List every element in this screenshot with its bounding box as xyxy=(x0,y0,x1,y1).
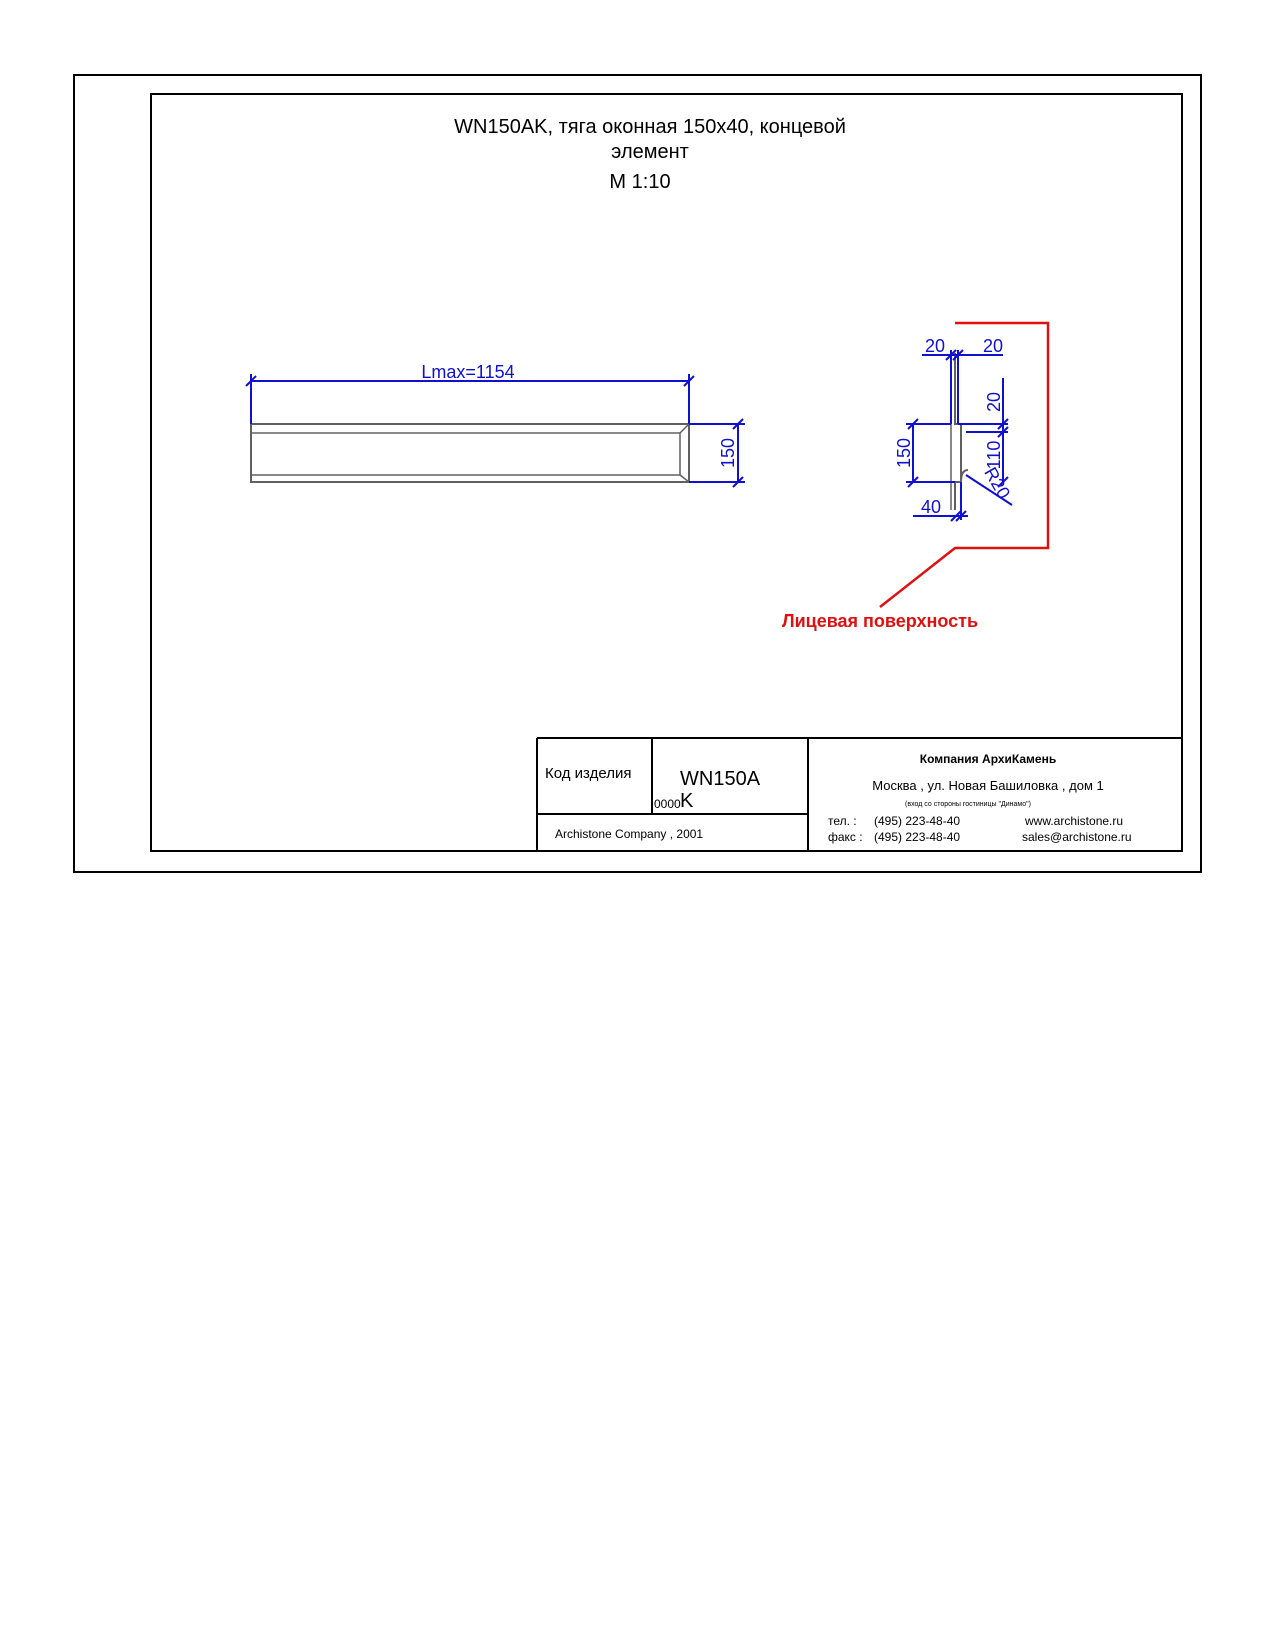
section-bottom-width-label: 40 xyxy=(920,497,942,517)
company-website: www.archistone.ru xyxy=(1025,814,1124,828)
code-suffix: K xyxy=(680,790,694,812)
section-top-left-label: 20 xyxy=(924,336,946,356)
length-dimension-label: Lmax=1154 xyxy=(421,362,515,382)
copyright-text: Archistone Company , 2001 xyxy=(555,827,704,841)
company-address-note: (вход со стороны гостиницы "Динамо") xyxy=(905,801,1031,808)
code-value: WN150A xyxy=(680,768,761,790)
section-left-height-label: 150 xyxy=(894,437,914,469)
phone-number: (495) 223-48-40 xyxy=(874,814,961,828)
phone-label: тел. : xyxy=(828,814,857,828)
company-email: sales@archistone.ru xyxy=(1022,830,1132,844)
drawing-title-line1: WN150AK, тяга оконная 150х40, концевой xyxy=(454,116,846,138)
section-view xyxy=(951,353,968,510)
front-view-dimensions xyxy=(246,374,745,487)
fax-label: факс : xyxy=(828,830,863,844)
section-right-middle-label: 110 xyxy=(984,440,1004,470)
front-view-end-chamfer-bottom xyxy=(680,475,689,482)
company-address: Москва , ул. Новая Башиловка , дом 1 xyxy=(872,778,1104,793)
section-right-upper-label: 20 xyxy=(984,391,1004,413)
code-label: Код изделия xyxy=(545,765,632,782)
front-view-end-chamfer-top xyxy=(680,424,689,433)
company-name: Компания АрхиКамень xyxy=(919,752,1057,766)
front-view xyxy=(251,424,689,482)
drawing-title-line2: элемент xyxy=(611,141,689,163)
fax-number: (495) 223-48-40 xyxy=(874,830,961,844)
face-surface-label: Лицевая поверхность xyxy=(781,611,979,631)
section-radius-label: R20 xyxy=(980,463,1015,503)
drawing-scale: М 1:10 xyxy=(609,171,671,193)
section-top-right-label: 20 xyxy=(982,336,1004,356)
height-dimension-label: 150 xyxy=(718,437,738,469)
code-suffix-small: 0000 xyxy=(654,797,681,811)
